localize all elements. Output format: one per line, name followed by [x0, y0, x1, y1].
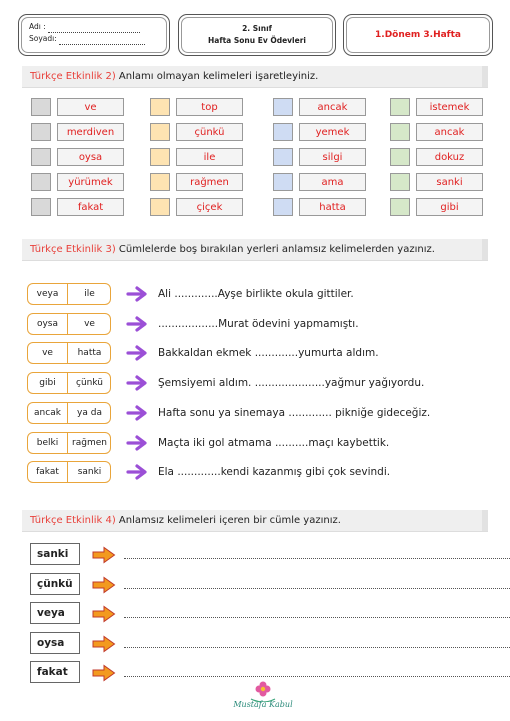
word-label: çiçek — [176, 198, 243, 216]
checkbox[interactable] — [150, 148, 170, 166]
grade-title: 2. Sınıf — [242, 24, 272, 33]
signature-text: Mustafa Kabul — [233, 700, 293, 709]
checkbox[interactable] — [390, 198, 410, 216]
answer-line[interactable] — [124, 588, 510, 589]
word-label: gibi — [416, 198, 483, 216]
word-option-1: oysa — [28, 314, 68, 334]
sentence-with-blank[interactable]: Bakkaldan ekmek .............yumurta aldım. — [158, 347, 379, 359]
checkbox[interactable] — [31, 98, 51, 116]
word-label: fakat — [57, 198, 124, 216]
word-label: çünkü — [176, 123, 243, 141]
checkbox[interactable] — [273, 173, 293, 191]
word-option-2: ile — [84, 289, 95, 299]
checkbox[interactable] — [273, 98, 293, 116]
word-label: ancak — [299, 98, 366, 116]
word-option-2: ya da — [77, 408, 102, 418]
checkbox[interactable] — [31, 123, 51, 141]
word-label: ancak — [416, 123, 483, 141]
checkbox[interactable] — [150, 198, 170, 216]
student-info-box — [18, 14, 170, 56]
arrow-right-icon — [126, 463, 148, 481]
checkbox[interactable] — [390, 98, 410, 116]
section-shade — [482, 239, 488, 260]
checkbox[interactable] — [390, 173, 410, 191]
checkbox[interactable] — [31, 198, 51, 216]
arrow-right-icon — [126, 434, 148, 452]
word-label: ile — [176, 148, 243, 166]
word-pair — [27, 372, 111, 394]
surname-line[interactable] — [59, 37, 145, 45]
section3-prefix: Türkçe Etkinlik 3) — [30, 244, 116, 255]
checkbox[interactable] — [390, 148, 410, 166]
word-label: silgi — [299, 148, 366, 166]
section-shade — [482, 510, 488, 531]
checkbox[interactable] — [273, 123, 293, 141]
answer-line[interactable] — [124, 676, 510, 677]
name-label: Adı : — [29, 22, 46, 31]
word-option-1: ancak — [28, 403, 68, 423]
keyword-box: çünkü — [30, 573, 80, 595]
answer-line[interactable] — [124, 617, 510, 618]
homework-subtitle: Hafta Sonu Ev Ödevleri — [208, 36, 306, 45]
arrow-right-icon — [126, 285, 148, 303]
word-pair — [27, 461, 111, 483]
word-label: yürümek — [57, 173, 124, 191]
word-pair — [27, 313, 111, 335]
word-label: istemek — [416, 98, 483, 116]
word-label: sanki — [416, 173, 483, 191]
sentence-with-blank[interactable]: Ali .............Ayşe birlikte okula gittiler. — [158, 288, 354, 300]
word-label: ama — [299, 173, 366, 191]
section3-instruction: Cümlelerde boş bırakılan yerleri anlamsız kelimelerden yazınız. — [115, 244, 435, 255]
word-pair — [27, 432, 111, 454]
keyword-box: veya — [30, 602, 80, 624]
word-label: yemek — [299, 123, 366, 141]
keyword-box: fakat — [30, 661, 80, 683]
author-signature — [228, 680, 298, 716]
word-label: dokuz — [416, 148, 483, 166]
keyword-box: oysa — [30, 632, 80, 654]
section2-prefix: Türkçe Etkinlik 2) — [30, 71, 116, 82]
surname-label: Soyadı: — [29, 34, 57, 43]
sentence-with-blank[interactable]: Maçta iki gol atmama ..........maçı kaybettik. — [158, 437, 390, 449]
checkbox[interactable] — [273, 198, 293, 216]
word-option-1: gibi — [28, 373, 68, 393]
word-option-1: fakat — [28, 462, 68, 482]
arrow-right-icon — [92, 605, 116, 623]
checkbox[interactable] — [31, 148, 51, 166]
sentence-with-blank[interactable]: Hafta sonu ya sinemaya ............. pikniğe gideceğiz. — [158, 407, 431, 419]
arrow-right-icon — [126, 344, 148, 362]
arrow-right-icon — [92, 664, 116, 682]
word-label: top — [176, 98, 243, 116]
checkbox[interactable] — [31, 173, 51, 191]
word-option-1: veya — [28, 284, 68, 304]
arrow-right-icon — [126, 315, 148, 333]
answer-line[interactable] — [124, 558, 510, 559]
checkbox[interactable] — [390, 123, 410, 141]
sentence-with-blank[interactable]: Şemsiyemi aldım. .....................yağmur yağıyordu. — [158, 377, 425, 389]
word-option-2: ve — [84, 319, 95, 329]
word-label: hatta — [299, 198, 366, 216]
word-label: ve — [57, 98, 124, 116]
word-option-1: belki — [28, 433, 68, 453]
section4-instruction: Anlamsız kelimeleri içeren bir cümle yazınız. — [115, 515, 341, 526]
word-pair — [27, 402, 111, 424]
section2-instruction: Anlamı olmayan kelimeleri işaretleyiniz. — [115, 71, 319, 82]
word-label: rağmen — [176, 173, 243, 191]
arrow-right-icon — [92, 576, 116, 594]
section4-header — [22, 510, 488, 532]
word-pair — [27, 342, 111, 364]
checkbox[interactable] — [150, 98, 170, 116]
term-label: 1.Dönem 3.Hafta — [375, 30, 461, 40]
sentence-with-blank[interactable]: Ela .............kendi kazanmış gibi çok sevindi. — [158, 466, 391, 478]
section-shade — [482, 66, 488, 87]
word-option-2: sanki — [77, 467, 102, 477]
term-box — [343, 14, 493, 56]
checkbox[interactable] — [273, 148, 293, 166]
word-option-2: rağmen — [72, 438, 107, 448]
sentence-with-blank[interactable]: ..................Murat ödevini yapmamıştı. — [158, 318, 359, 330]
arrow-right-icon — [92, 635, 116, 653]
flower-icon — [228, 680, 298, 702]
arrow-right-icon — [92, 546, 116, 564]
word-option-1: ve — [28, 343, 68, 363]
section4-prefix: Türkçe Etkinlik 4) — [30, 515, 116, 526]
arrow-right-icon — [126, 404, 148, 422]
section3-header — [22, 239, 488, 261]
arrow-right-icon — [126, 374, 148, 392]
word-option-2: çünkü — [76, 378, 103, 388]
word-pair — [27, 283, 111, 305]
name-line[interactable] — [48, 25, 140, 33]
section2-header — [22, 66, 488, 88]
title-box — [178, 14, 336, 56]
word-option-2: hatta — [77, 348, 102, 358]
checkbox[interactable] — [150, 123, 170, 141]
answer-line[interactable] — [124, 647, 510, 648]
checkbox[interactable] — [150, 173, 170, 191]
word-label: oysa — [57, 148, 124, 166]
keyword-box: sanki — [30, 543, 80, 565]
word-label: merdiven — [57, 123, 124, 141]
